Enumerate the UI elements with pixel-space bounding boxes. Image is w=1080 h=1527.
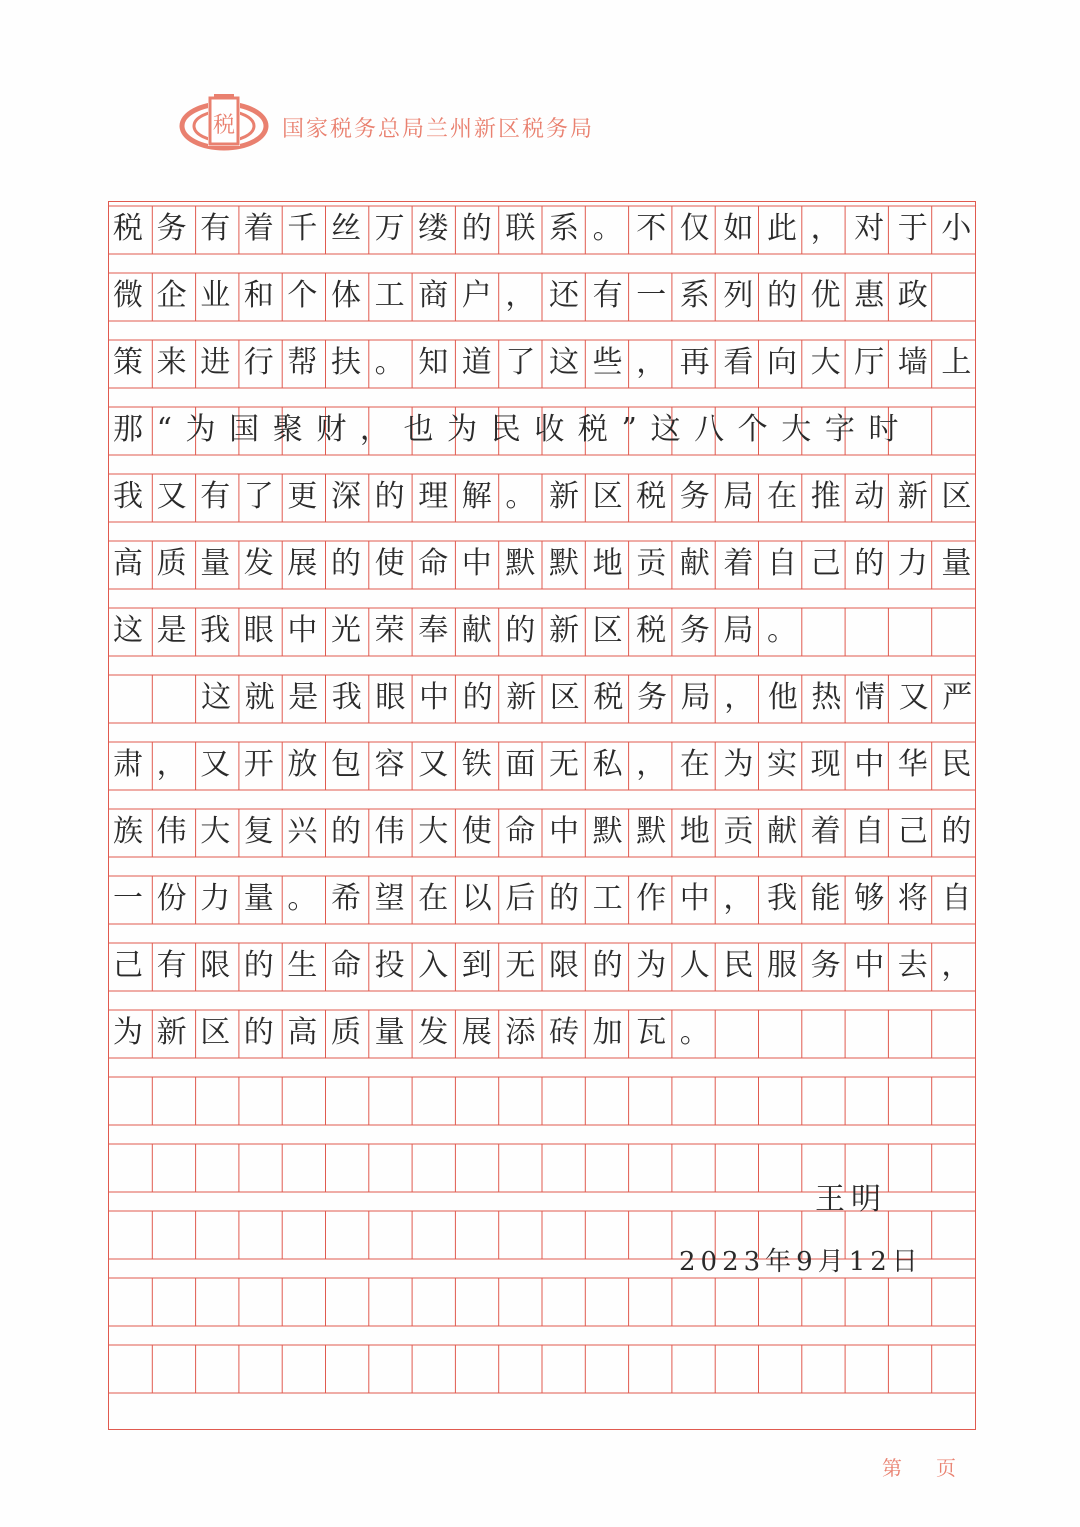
text-row — [109, 608, 977, 656]
logo-char: 税 — [212, 113, 236, 138]
text-line: 一份力量。希望在以后的工作中，我能够将自 — [113, 881, 985, 916]
text-line: 为新区的高质量发展添砖加瓦。 — [113, 1015, 724, 1050]
text-line: 这是我眼中光荣奉献的新区税务局。 — [113, 613, 811, 648]
page-number-label: 第页 — [882, 1456, 990, 1480]
text-line: 那“为国聚财，也为民收税”这八个大字时 — [113, 412, 913, 447]
text-row — [109, 675, 986, 723]
text-row — [109, 340, 985, 388]
text-line: 高质量发展的使命中默默地贡献着自己的力量 — [113, 546, 985, 581]
letterhead — [178, 92, 878, 162]
text-line: 策来进行帮扶。知道了这些，再看向大厅墙上 — [113, 345, 985, 380]
text-line: 肃，又开放包容又铁面无私，在为实现中华民 — [113, 747, 985, 782]
text-row — [109, 541, 985, 589]
text-line: 微企业和个体工商户，还有一系列的优惠政 — [113, 278, 942, 313]
signature-name: 王明 — [815, 1182, 887, 1217]
text-line: 我又有了更深的理解。新区税务局在推动新区 — [113, 479, 985, 514]
text-row — [109, 407, 977, 455]
text-line: 族伟大复兴的伟大使命中默默地贡献着自己的 — [113, 814, 985, 849]
text-row — [109, 474, 985, 522]
text-row — [109, 206, 985, 254]
text-row — [109, 943, 985, 991]
text-line: 己有限的生命投入到无限的为人民服务中去， — [113, 948, 985, 983]
writing-grid — [108, 201, 986, 1430]
text-row — [109, 809, 985, 857]
text-line: 税务有着千丝万缕的联系。不仅如此，对于小 — [113, 211, 985, 246]
tax-bureau-logo-icon — [178, 92, 270, 154]
text-row — [109, 876, 985, 924]
text-row — [109, 1010, 977, 1058]
text-row — [109, 742, 985, 790]
org-name: 国家税务总局兰州新区税务局 — [282, 117, 595, 142]
text-line: 这就是我眼中的新区税务局，他热情又严 — [201, 680, 986, 715]
signature-date: 2023年9月12日 — [679, 1247, 923, 1277]
text-row — [109, 273, 977, 321]
